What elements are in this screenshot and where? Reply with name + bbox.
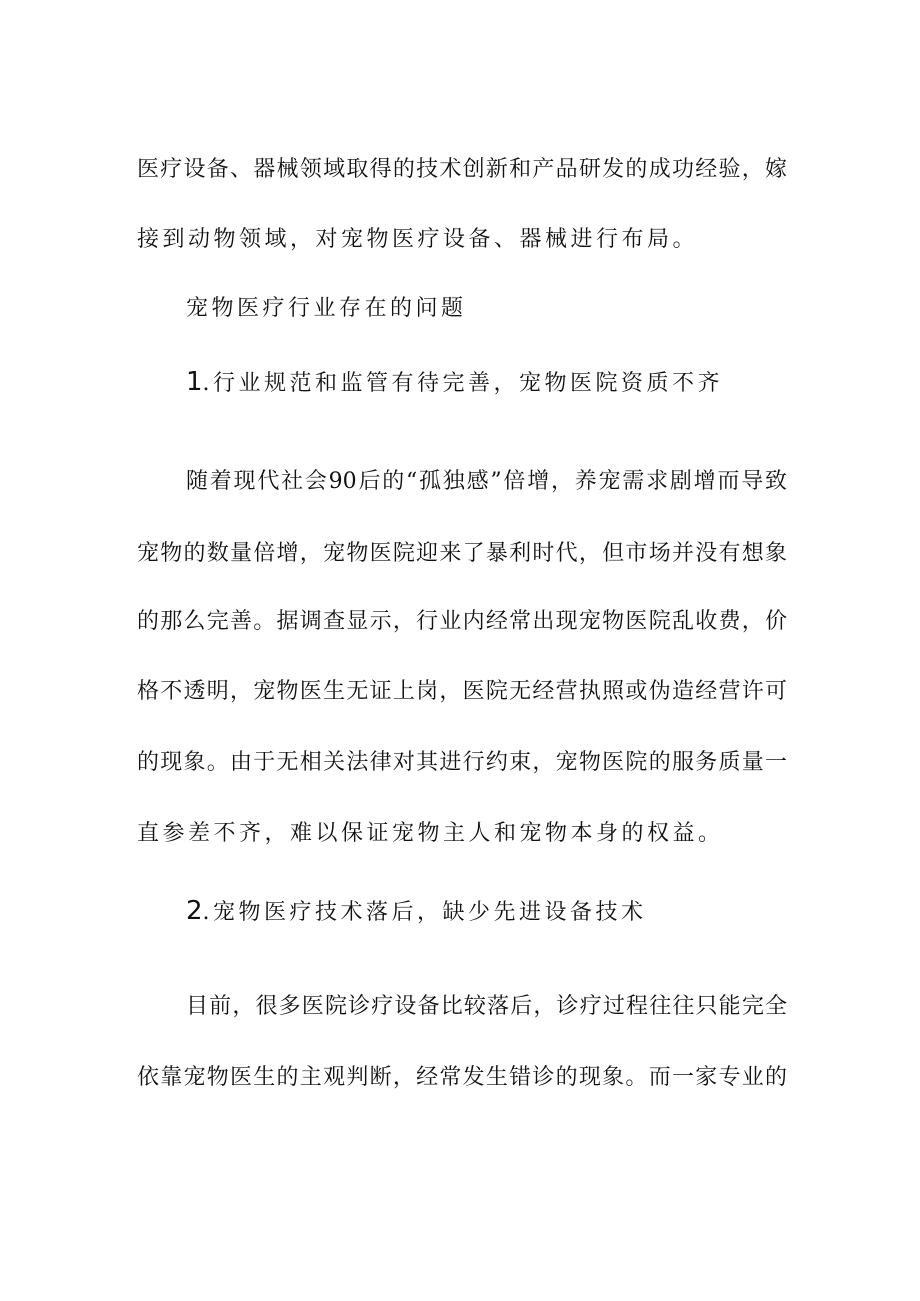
paragraph-3-line-2: 依靠宠物医生的主观判断，经常发生错诊的现象。而一家专业的 xyxy=(137,1065,787,1090)
paragraph-2-line-6: 直参差不齐，难以保证宠物主人和宠物本身的权益。 xyxy=(137,821,724,846)
item-1-text: .行业规范和监管有待完善，宠物医院资质不齐 xyxy=(202,371,724,396)
item-2-text: .宠物医疗技术落后，缺少先进设备技术 xyxy=(202,900,647,925)
item-1-number: 1 xyxy=(186,367,203,397)
item-1-heading xyxy=(186,367,836,399)
paragraph-1-line-2: 接到动物领域，对宠物医疗设备、器械进行布局。 xyxy=(137,227,699,252)
paragraph-2-line-4: 格不透明，宠物医生无证上岗，医院无经营执照或伪造经营许可 xyxy=(137,679,787,704)
paragraph-2-line-2: 宠物的数量倍增，宠物医院迎来了暴利时代，但市场并没有想象 xyxy=(137,541,787,566)
paragraph-2-line-1: 随着现代社会90后的“孤独感”倍增，养宠需求剧增而导致 xyxy=(186,469,787,494)
paragraph-1-line-1: 医疗设备、器械领域取得的技术创新和产品研发的成功经验，嫁 xyxy=(137,157,787,182)
item-2-number: 2 xyxy=(186,896,203,926)
paragraph-2-line-3: 的那么完善。据调查显示，行业内经常出现宠物医院乱收费，价 xyxy=(137,609,787,634)
section-heading: 宠物医疗行业存在的问题 xyxy=(186,296,467,321)
paragraph-2-line-5: 的现象。由于无相关法律对其进行约束，宠物医院的服务质量一 xyxy=(137,750,787,775)
paragraph-3-line-1: 目前，很多医院诊疗设备比较落后，诊疗过程往往只能完全 xyxy=(186,994,787,1019)
item-2-heading xyxy=(186,896,836,928)
